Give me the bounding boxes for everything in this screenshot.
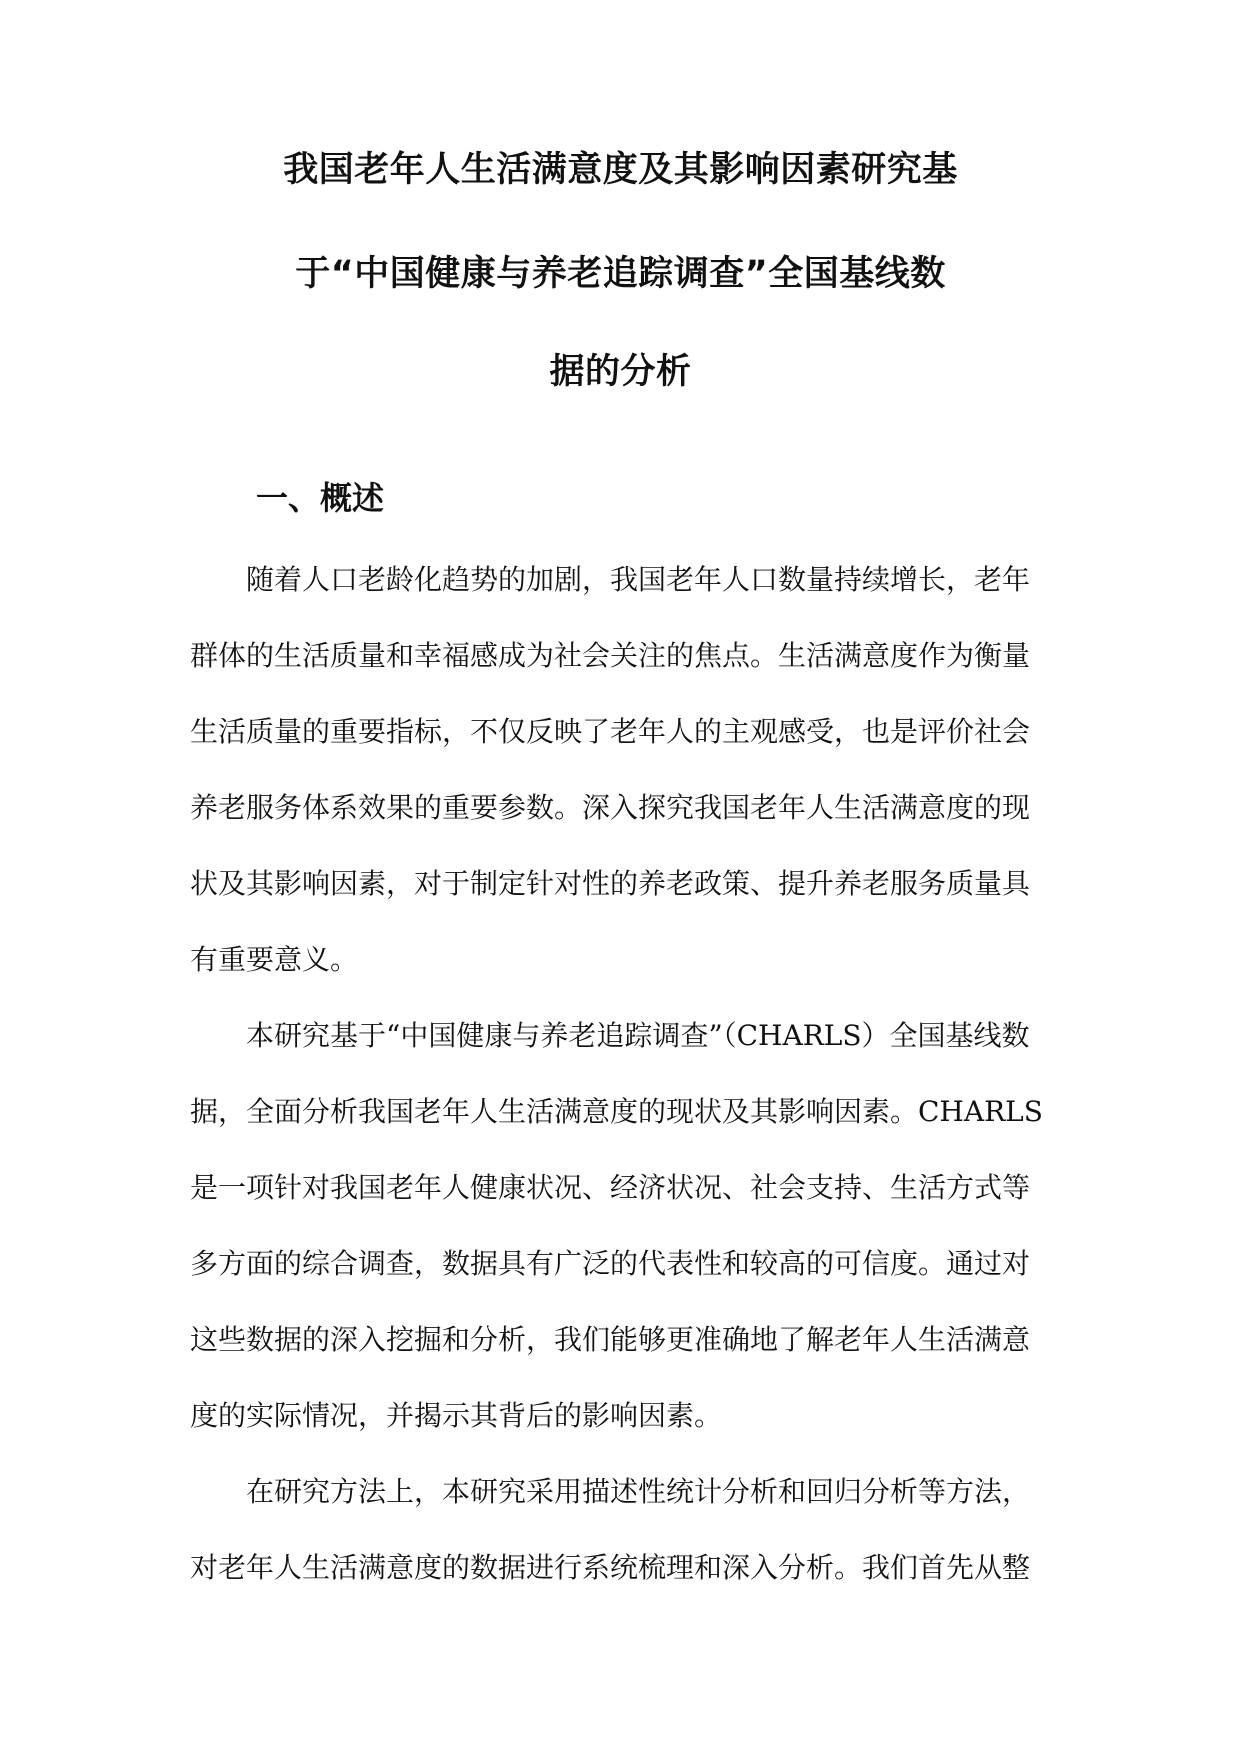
paragraph-line: 据，全面分析我国老年人生活满意度的现状及其影响因素。CHARLS	[190, 1095, 1043, 1128]
paragraph-line: 是一项针对我国老年人健康状况、经济状况、社会支持、生活方式等	[190, 1171, 1031, 1204]
paragraph-line: 生活质量的重要指标，不仅反映了老年人的主观感受，也是评价社会	[190, 715, 1031, 748]
paragraph-line: 度的实际情况，并揭示其背后的影响因素。	[190, 1399, 723, 1432]
paragraph-line: 状及其影响因素，对于制定针对性的养老政策、提升养老服务质量具	[190, 867, 1031, 900]
paragraph-line: 养老服务体系效果的重要参数。深入探究我国老年人生活满意度的现	[190, 791, 1031, 824]
paragraph-line: 有重要意义。	[190, 943, 359, 976]
title-line: 我国老年人生活满意度及其影响因素研究基	[283, 150, 958, 190]
paragraph-line: 在研究方法上，本研究采用描述性统计分析和回归分析等方法，	[246, 1475, 1031, 1508]
paragraph-line: 对老年人生活满意度的数据进行系统梳理和深入分析。我们首先从整	[190, 1551, 1031, 1584]
paragraph-line: 本研究基于“中国健康与养老追踪调查”（CHARLS）全国基线数	[246, 1019, 1030, 1052]
paragraph-line: 这些数据的深入挖掘和分析，我们能够更准确地了解老年人生活满意	[190, 1323, 1031, 1356]
title-line: 据的分析	[549, 352, 692, 392]
paragraph-line: 群体的生活质量和幸福感成为社会关注的焦点。生活满意度作为衡量	[190, 639, 1031, 672]
title-line: 于“中国健康与养老追踪调查”全国基线数	[295, 254, 946, 294]
paragraph-line: 随着人口老龄化趋势的加剧，我国老年人口数量持续增长，老年	[246, 563, 1031, 596]
section-heading: 一、概述	[256, 479, 385, 517]
paragraph-line: 多方面的综合调查，数据具有广泛的代表性和较高的可信度。通过对	[190, 1247, 1031, 1280]
